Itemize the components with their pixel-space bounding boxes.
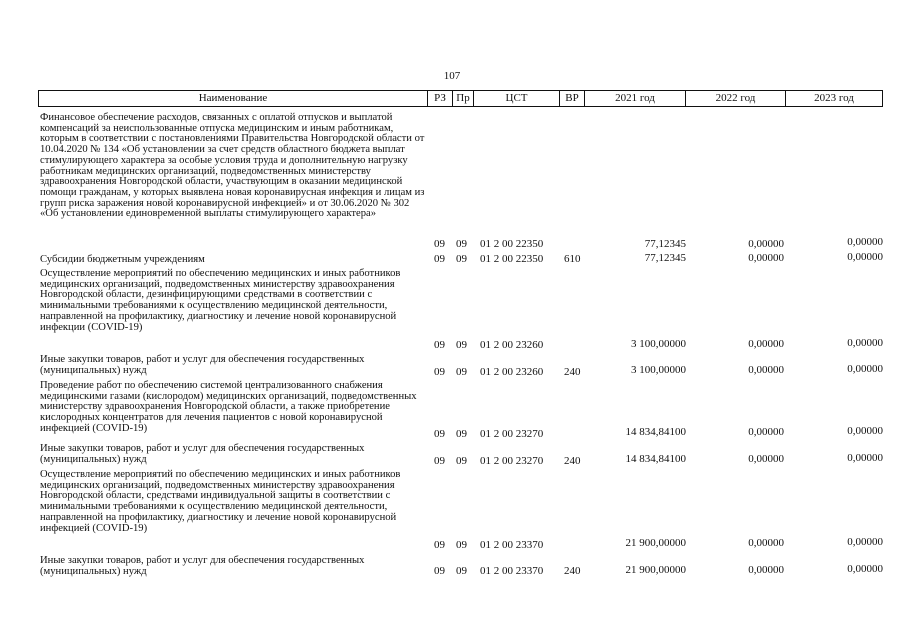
cell-2023: 0,00000 — [847, 563, 883, 575]
cell-vr: 240 — [564, 565, 581, 577]
cell-2022: 0,00000 — [748, 338, 784, 350]
cell-2021: 77,12345 — [644, 238, 686, 250]
header-2021: 2021 год — [584, 90, 686, 107]
cell-2022: 0,00000 — [748, 238, 784, 250]
page-number: 107 — [443, 70, 461, 82]
header-2022: 2022 год — [685, 90, 786, 107]
cell-pr: 09 — [456, 253, 467, 265]
cell-cst: 01 2 00 23270 — [480, 455, 544, 467]
cell-2023: 0,00000 — [847, 363, 883, 375]
cell-2021: 14 834,84100 — [625, 426, 686, 438]
cell-pr: 09 — [456, 339, 467, 351]
cell-rz: 09 — [434, 238, 445, 250]
row-name: Субсидии бюджетным учреждениям — [40, 254, 205, 265]
cell-pr: 09 — [456, 428, 467, 440]
cell-2023: 0,00000 — [847, 425, 883, 437]
row-name: Финансовое обеспечение расходов, связанных с оплатой отпусков и выплатой компенсаций за неиспользованные отпуска медицинским и иным работникам, которым в соответствии с постановлениями Правительства Новгородской области от 10.04.2020 № 134 «Об установлении за счет средств областного бюджета выплат стимулирующего характера за особые условия труда и дополнительную нагрузку работникам медицинских организаций, подведомственных министерству здравоохранения Новгородской области, участвующим в оказании медицинской помощи гражданам, у которых выявлена новая коронавирусная инфекция и лицам из групп риска заражения новой коронавирусной инфекцией» и от 30.06.2020 № 302 «Об установлении единовременной выплаты стимулирующего характера» — [40, 112, 425, 220]
cell-2022: 0,00000 — [748, 426, 784, 438]
cell-2022: 0,00000 — [748, 564, 784, 576]
cell-vr: 240 — [564, 366, 581, 378]
row-name: Осуществление мероприятий по обеспечению медицинских и иных работников медицинских организаций, подведомственных министерству здравоохранения Новгородской области, дезинфицирующими средствами в соответствии с минимальными требованиями к осуществлению медицинской деятельности, направленной на профилактику, диагностику и лечение новой коронавирусной инфекции (COVID-19) — [40, 268, 401, 333]
cell-cst: 01 2 00 23260 — [480, 339, 544, 351]
cell-cst: 01 2 00 23370 — [480, 565, 544, 577]
cell-2021: 14 834,84100 — [625, 453, 686, 465]
cell-2023: 0,00000 — [847, 452, 883, 464]
cell-pr: 09 — [456, 565, 467, 577]
row-name: Осуществление мероприятий по обеспечению медицинских и иных работников медицинских организаций, подведомственных министерству здравоохранения Новгородской области, средствами индивидуальной защиты в соответствии с минимальными требованиями к осуществлению медицинской деятельности, направленной на профилактику, диагностику и лечение новой коронавирусной инфекцией (COVID-19) — [40, 469, 401, 534]
row-name: Иные закупки товаров, работ и услуг для обеспечения государственных (муниципальных) нужд — [40, 354, 365, 376]
cell-pr: 09 — [456, 366, 467, 378]
row-name: Иные закупки товаров, работ и услуг для обеспечения государственных (муниципальных) нужд — [40, 443, 365, 465]
cell-2022: 0,00000 — [748, 252, 784, 264]
header-vr: ВР — [559, 90, 585, 107]
cell-pr: 09 — [456, 539, 467, 551]
row-name: Иные закупки товаров, работ и услуг для обеспечения государственных (муниципальных) нужд — [40, 555, 365, 577]
cell-cst: 01 2 00 22350 — [480, 238, 544, 250]
cell-2021: 21 900,00000 — [625, 564, 686, 576]
cell-rz: 09 — [434, 565, 445, 577]
cell-2021: 21 900,00000 — [625, 537, 686, 549]
cell-2022: 0,00000 — [748, 453, 784, 465]
cell-rz: 09 — [434, 455, 445, 467]
cell-rz: 09 — [434, 366, 445, 378]
cell-2022: 0,00000 — [748, 537, 784, 549]
cell-pr: 09 — [456, 238, 467, 250]
header-pr: Пр — [452, 90, 474, 107]
cell-rz: 09 — [434, 539, 445, 551]
cell-2021: 77,12345 — [644, 252, 686, 264]
cell-rz: 09 — [434, 428, 445, 440]
cell-rz: 09 — [434, 339, 445, 351]
cell-cst: 01 2 00 23260 — [480, 366, 544, 378]
cell-2023: 0,00000 — [847, 251, 883, 263]
cell-pr: 09 — [456, 455, 467, 467]
cell-2022: 0,00000 — [748, 364, 784, 376]
cell-vr: 610 — [564, 253, 581, 265]
header-name: Наименование — [38, 90, 428, 107]
cell-2023: 0,00000 — [847, 536, 883, 548]
cell-2021: 3 100,00000 — [631, 364, 686, 376]
cell-rz: 09 — [434, 253, 445, 265]
cell-cst: 01 2 00 22350 — [480, 253, 544, 265]
cell-cst: 01 2 00 23370 — [480, 539, 544, 551]
header-rz: РЗ — [427, 90, 453, 107]
cell-vr: 240 — [564, 455, 581, 467]
row-name: Проведение работ по обеспечению системой централизованного снабжения медицинскими газами (кислородом) медицинских организаций, подведомственных министерству здравоохранения Новгородской области, а также приобретение кислородных концентратов для лечения пациентов с новой коронавирусной инфекцией (COVID-19) — [40, 380, 417, 434]
header-cst: ЦСТ — [473, 90, 560, 107]
cell-cst: 01 2 00 23270 — [480, 428, 544, 440]
cell-2023: 0,00000 — [847, 337, 883, 349]
cell-2021: 3 100,00000 — [631, 338, 686, 350]
header-2023: 2023 год — [785, 90, 883, 107]
cell-2023: 0,00000 — [847, 236, 883, 248]
